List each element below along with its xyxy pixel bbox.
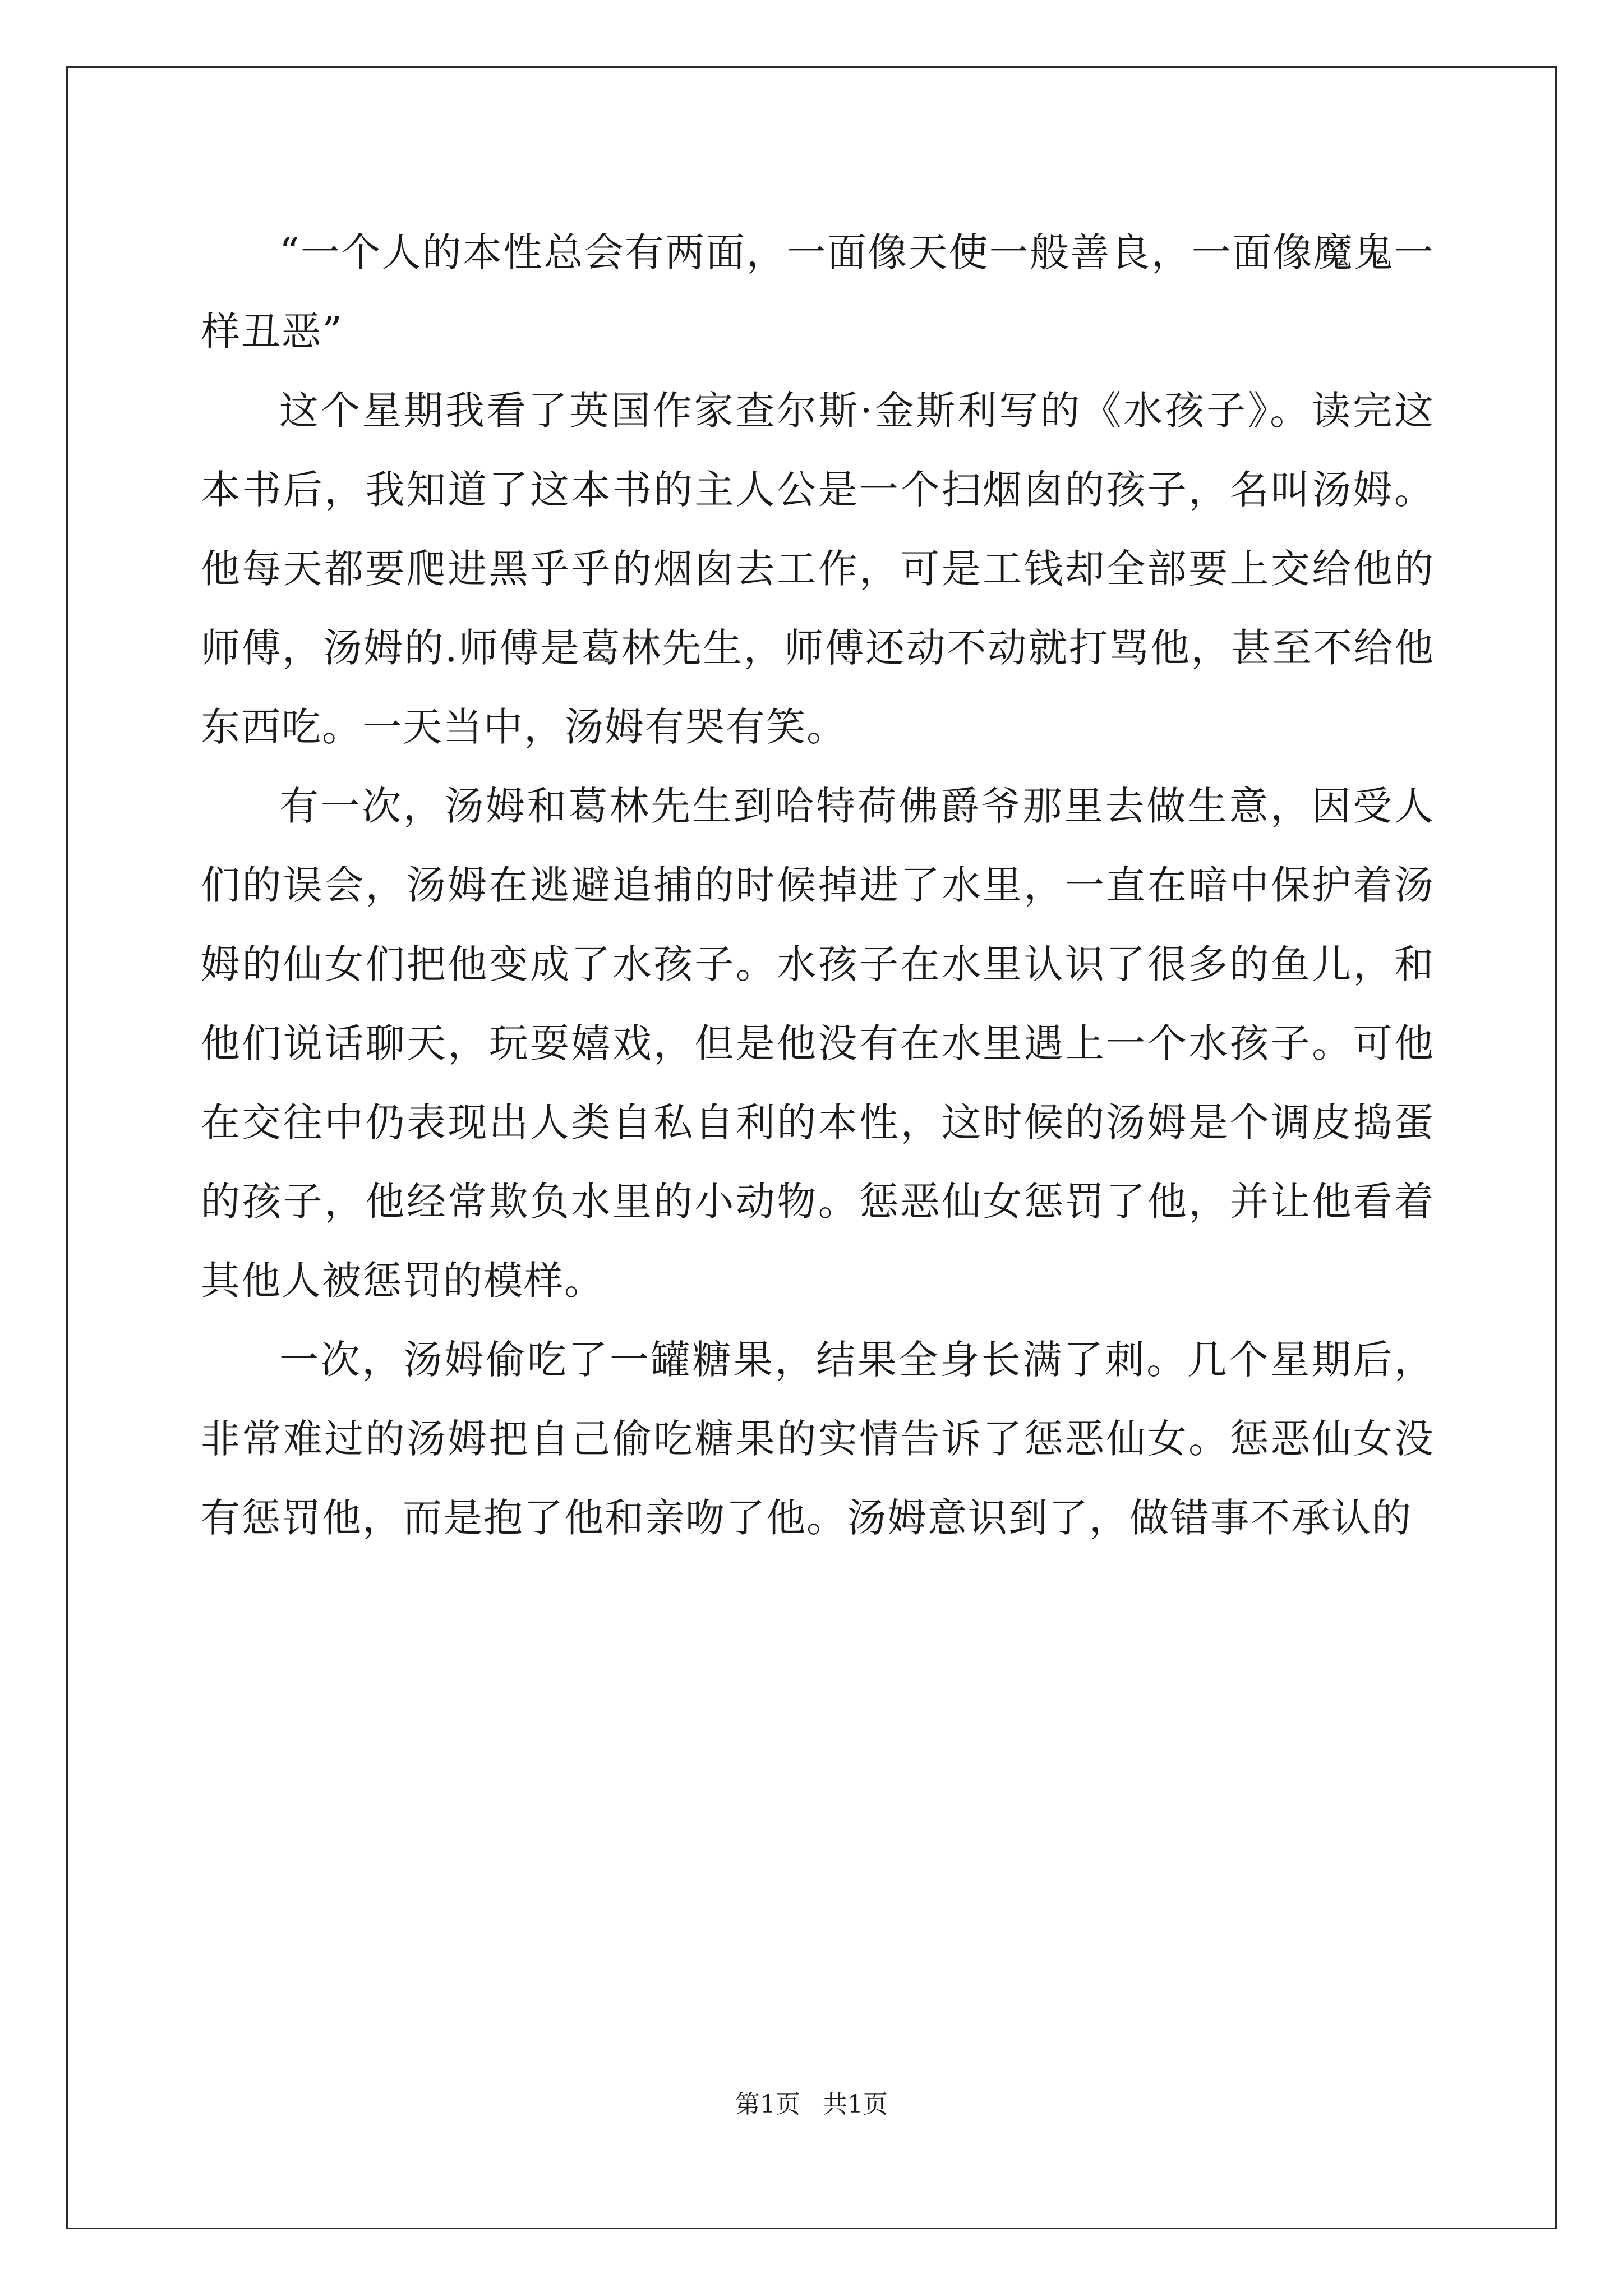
page-number-current: 第1页 [735, 2090, 800, 2119]
paragraph-quote: “一个人的本性总会有两面，一面像天使一般善良，一面像魔鬼一样丑恶” [201, 229, 1435, 355]
page-footer [0, 2088, 1623, 2122]
paragraph-intro: 这个星期我看了英国作家查尔斯·金斯利写的《水孩子》。读完这本书后，我知道了这本书的主人公是一个扫烟囱的孩子，名叫汤姆。他每天都要爬进黑乎乎的烟囱去工作，可是工钱却全部要上交给他的师傅，汤姆的.师傅是葛林先生，师傅还动不动就打骂他，甚至不给他东西吃。一天当中，汤姆有哭有笑。 [201, 388, 1435, 750]
paragraph-candy: 一次，汤姆偷吃了一罐糖果，结果全身长满了刺。几个星期后，非常难过的汤姆把自己偷吃糖果的实情告诉了惩恶仙女。惩恶仙女没有惩罚他，而是抱了他和亲吻了他。汤姆意识到了，做错事不承认的 [201, 1337, 1435, 1541]
document-body [201, 213, 1435, 1558]
paragraph-water-baby: 有一次，汤姆和葛林先生到哈特荷佛爵爷那里去做生意，因受人们的误会，汤姆在逃避追捕的时候掉进了水里，一直在暗中保护着汤姆的仙女们把他变成了水孩子。水孩子在水里认识了很多的鱼儿，和他们说话聊天，玩耍嬉戏，但是他没有在水里遇上一个水孩子。可他在交往中仍表现出人类自私自利的本性，这时候的汤姆是个调皮捣蛋的孩子，他经常欺负水里的小动物。惩恶仙女惩罚了他，并让他看着其他人被惩罚的模样。 [201, 783, 1435, 1304]
page-number-total: 共1页 [823, 2090, 888, 2119]
